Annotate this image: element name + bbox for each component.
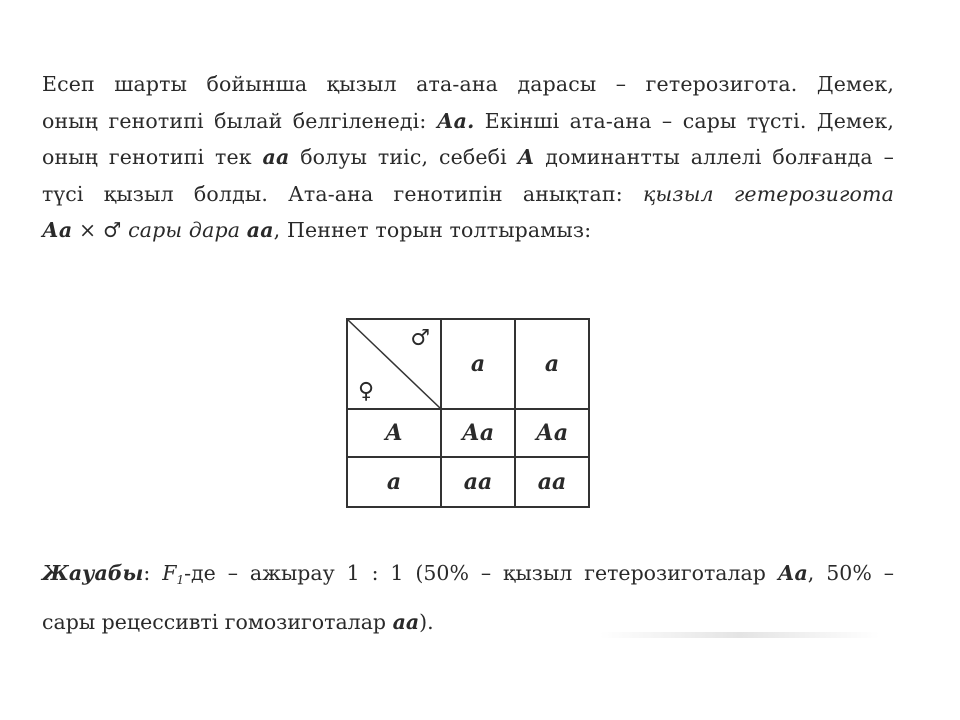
genotype-Aa: Аа (777, 561, 808, 585)
male-gamete-2: а (515, 319, 589, 409)
offspring-cell: Аа (441, 409, 515, 457)
scan-artifact (600, 632, 880, 638)
f1-generation: $F_1$ (162, 561, 185, 587)
punnett-row-1 (347, 409, 589, 457)
genotype-aa: аа (392, 610, 420, 634)
problem-explanation (42, 66, 894, 249)
female-symbol-icon: ♀ (358, 379, 375, 404)
male-gamete-1: а (441, 319, 515, 409)
answer-block (42, 552, 894, 643)
genotype-aa: аа (262, 145, 290, 169)
male-symbol-icon: ♂ (410, 326, 430, 351)
text-line-5: Аа × ♂ сары дара аа, Пеннет торын толтырамыз: (42, 218, 592, 242)
yellow-individual-text: сары дара (128, 218, 247, 242)
offspring-cell: аа (441, 457, 515, 507)
genotype-aa: аа (246, 218, 274, 242)
text-line-2: оның генотипі былай белгіленеді: Аа. Екінші ата-ана – сары түсті. Демек, (42, 108, 895, 133)
punnett-header-row (347, 319, 589, 409)
punnett-square (346, 318, 590, 508)
female-gamete-1: А (347, 409, 441, 457)
offspring-cell: Аа (515, 409, 589, 457)
text-line-4: түсі қызыл болды. Ата-ана генотипін анықтап: қызыл гетерозигота (42, 181, 894, 206)
punnett-row-2 (347, 457, 589, 507)
genotype-Aa: Аа (42, 218, 73, 242)
offspring-cell: аа (515, 457, 589, 507)
text-line-1: Есеп шарты бойынша қызыл ата-ана дарасы – гетерозигота. Демек, (42, 72, 894, 96)
allele-A: А (517, 145, 535, 169)
answer-line-1: Жауабы: $F_1-де$ – ажырау 1 : 1 (50% – қызыл гетерозиготалар Аа, 50% – (42, 561, 894, 587)
red-heterozygote-text: қызыл гетерозигота (642, 181, 894, 206)
genotype-Aa: Аа. (436, 108, 475, 133)
text-line-3: оның генотипі тек аа болуы тиіс, себебі А доминантты аллелі болғанда – (42, 145, 894, 169)
answer-label: Жауабы (42, 561, 144, 585)
cross-male-symbol: × ♂ (72, 218, 129, 242)
answer-line-2: сары рецессивті гомозиготалар аа). (42, 610, 434, 634)
female-gamete-2: а (347, 457, 441, 507)
punnett-corner (347, 319, 441, 409)
